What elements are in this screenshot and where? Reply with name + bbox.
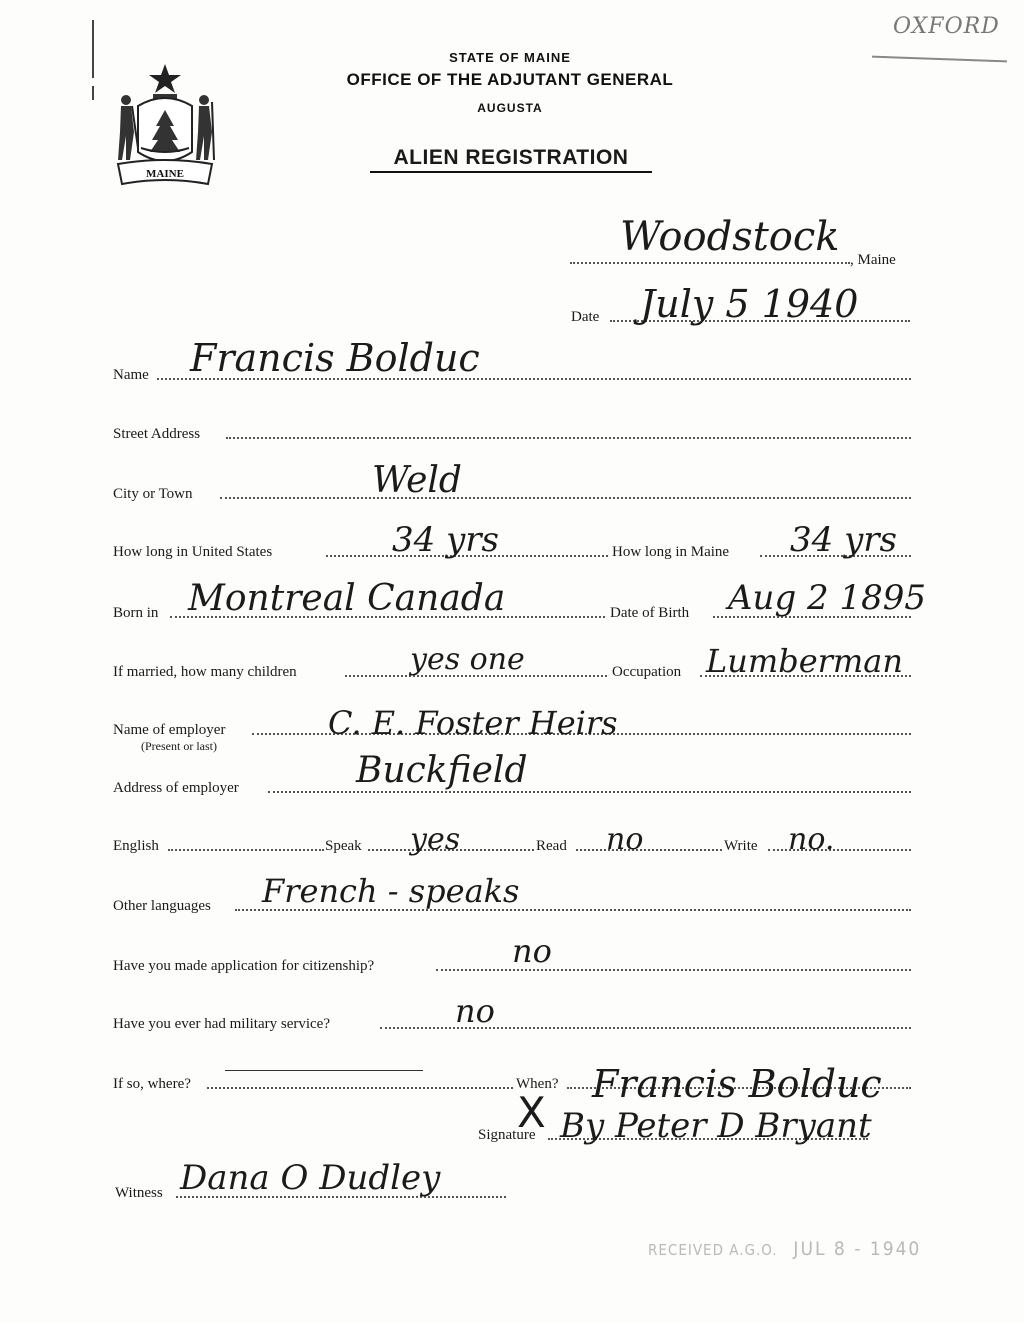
punch-mark <box>92 20 94 78</box>
received-stamp <box>648 1238 921 1260</box>
how-long-us-value: 34 yrs <box>392 520 499 560</box>
employer-address-dots <box>268 791 911 793</box>
form-title: ALIEN REGISTRATION <box>370 146 652 173</box>
other-languages-label: Other languages <box>113 898 211 914</box>
date-label: Date <box>571 309 600 325</box>
citizenship-value: no <box>512 932 552 970</box>
speak-value: yes <box>410 822 461 857</box>
occupation-value: Lumberman <box>706 642 903 680</box>
signature-label: Signature <box>478 1127 536 1143</box>
punch-mark <box>92 86 94 100</box>
header-state: STATE OF MAINE <box>449 50 571 65</box>
signature-by: By Peter D Bryant <box>560 1106 872 1146</box>
where-stroke <box>225 1070 423 1071</box>
maine-state-seal-icon <box>110 60 220 190</box>
military-value: no <box>455 992 495 1030</box>
employer-address-value: Buckfield <box>356 750 528 791</box>
employer-label: Name of employer <box>113 722 226 738</box>
seal-banner-text: MAINE <box>146 168 184 180</box>
occupation-label: Occupation <box>612 664 682 680</box>
military-label: Have you ever had military service? <box>113 1016 330 1032</box>
english-dots <box>168 849 324 851</box>
citizenship-dots <box>436 969 911 971</box>
children-value: yes one <box>410 642 525 677</box>
born-in-label: Born in <box>113 605 159 621</box>
where-dots <box>207 1087 513 1089</box>
witness-value: Dana O Dudley <box>180 1158 441 1198</box>
county-note: OXFORD <box>893 14 1000 39</box>
received-stamp-date: JUL 8 - 1940 <box>793 1238 922 1260</box>
witness-label: Witness <box>115 1185 163 1201</box>
how-long-us-label: How long in United States <box>113 544 273 560</box>
read-dots <box>576 849 722 851</box>
speak-label: Speak <box>325 838 362 854</box>
name-label: Name <box>113 367 149 383</box>
write-label: Write <box>724 838 758 854</box>
how-long-maine-value: 34 yrs <box>790 520 897 560</box>
dob-value: Aug 2 1895 <box>728 578 926 618</box>
read-value: no <box>606 822 644 857</box>
county-underline <box>872 56 1007 63</box>
other-languages-value: French - speaks <box>262 872 520 910</box>
employer-value: C. E. Foster Heirs <box>328 704 618 742</box>
town-value: Woodstock <box>620 214 840 260</box>
town-dots <box>570 262 850 264</box>
received-stamp-text: RECEIVED A.G.O. <box>648 1241 778 1259</box>
signature-mark: X <box>517 1088 546 1137</box>
town-suffix: , Maine <box>850 252 896 268</box>
employer-address-label: Address of employer <box>113 780 239 796</box>
read-label: Read <box>536 838 567 854</box>
date-value: July 5 1940 <box>640 282 859 326</box>
english-label: English <box>113 838 159 854</box>
name-value: Francis Bolduc <box>190 336 480 380</box>
write-value: no. <box>788 822 835 857</box>
street-dots <box>226 437 911 439</box>
header-office: OFFICE OF THE ADJUTANT GENERAL <box>346 70 674 89</box>
employer-sublabel: (Present or last) <box>141 739 217 753</box>
citizenship-label: Have you made application for citizenship? <box>113 958 375 974</box>
dob-label: Date of Birth <box>610 605 690 621</box>
city-label: City or Town <box>113 486 193 502</box>
city-value: Weld <box>372 460 462 501</box>
how-long-maine-label: How long in Maine <box>612 544 730 560</box>
where-label: If so, where? <box>113 1076 191 1092</box>
when-label: When? <box>516 1076 559 1092</box>
born-in-value: Montreal Canada <box>188 578 506 619</box>
city-dots <box>220 497 911 499</box>
header-city: AUGUSTA <box>477 101 543 115</box>
signature-value: Francis Bolduc <box>592 1062 882 1106</box>
children-label: If married, how many children <box>113 664 297 680</box>
street-label: Street Address <box>113 426 201 442</box>
